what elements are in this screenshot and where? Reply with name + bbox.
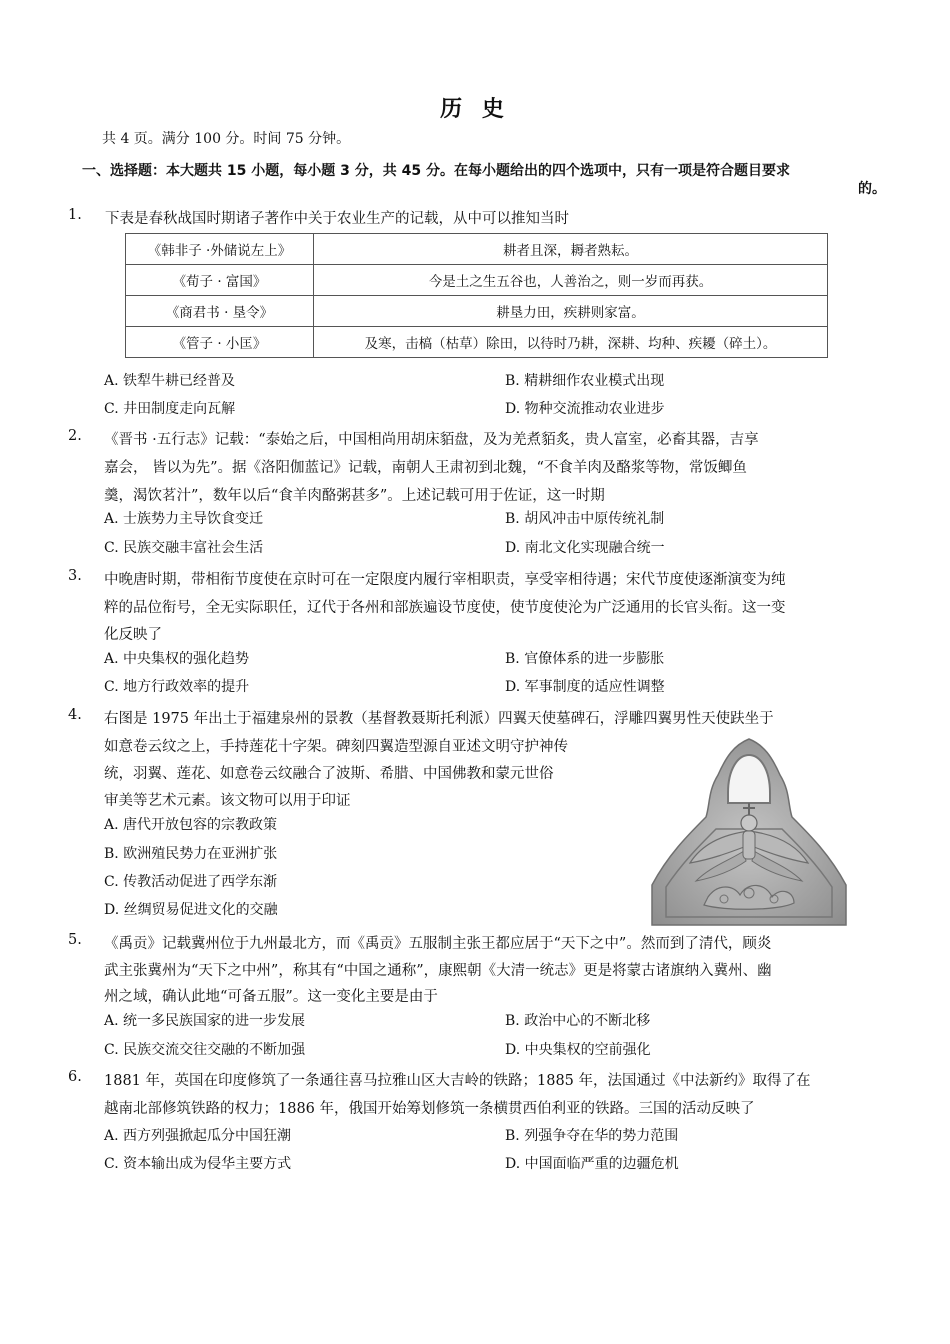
q5-option-d[interactable]: D. 中央集权的空前强化 [505,1042,651,1058]
table-cell-text: 今是土之生五谷也，人善治之，则一岁而再获。 [314,265,828,296]
q5-option-b[interactable]: B. 政治中心的不断北移 [505,1013,651,1029]
exam-info: 共 4 页。满分 100 分。时间 75 分钟。 [102,131,351,147]
q2-stem-line: 嘉会， 皆以为先”。据《洛阳伽蓝记》记载，南朝人王肃初到北魏，“不食羊肉及酪浆等物，常饭鲫鱼 [104,460,747,476]
q4-stem-line: 如意卷云纹之上，手持莲花十字架。碑刻四翼造型源自亚述文明守护神传 [104,739,568,755]
q6-option-b[interactable]: B. 列强争夺在华的势力范围 [505,1128,679,1144]
q2-option-c[interactable]: C. 民族交融丰富社会生活 [104,540,264,556]
table-cell-book: 《商君书 · 垦令》 [126,296,314,327]
q1-source-table [125,233,828,358]
q1-stem: 下表是春秋战国时期诸子著作中关于农业生产的记载，从中可以推知当时 [105,211,569,227]
table-row [126,296,828,327]
q1-option-b[interactable]: B. 精耕细作农业模式出现 [505,373,665,389]
q2-option-a[interactable]: A. 士族势力主导饮食变迁 [104,511,264,527]
q3-stem-line: 化反映了 [104,627,162,643]
q2-stem-line: 《晋书 ·五行志》记载：“泰始之后，中国相尚用胡床貊盘，及为羌煮貊炙，贵人富室，必畜其器，吉享 [104,432,759,448]
q2-option-d[interactable]: D. 南北文化实现融合统一 [505,540,665,556]
q5-option-c[interactable]: C. 民族交流交往交融的不断加强 [104,1042,306,1058]
section-heading-end: 的。 [858,181,886,197]
q4-option-a[interactable]: A. 唐代开放包容的宗教政策 [104,817,278,833]
q6-stem-line: 1881 年，英国在印度修筑了一条通往喜马拉雅山区大吉岭的铁路；1885 年，法国通过《中法新约》取得了在 [104,1073,811,1089]
q6-option-a[interactable]: A. 西方列强掀起瓜分中国狂潮 [104,1128,292,1144]
q5-number: 5. [68,932,82,948]
table-cell-book: 《管子 · 小匡》 [126,327,314,358]
q5-stem-line: 《禹贡》记载冀州位于九州最北方，而《禹贡》五服制主张王都应居于“天下之中”。然而到了清代，顾炎 [104,936,772,952]
q3-number: 3. [68,568,82,584]
q2-stem-line: 羹，渴饮茗汁”，数年以后“食羊肉酪粥甚多”。上述记载可用于佐证，这一时期 [104,488,605,504]
q5-stem-line: 武主张冀州为“天下之中州”，称其有“中国之通称”，康熙朝《大清一统志》更是将蒙古诸旗纳入冀州、幽 [104,963,772,979]
q2-option-b[interactable]: B. 胡风冲击中原传统礼制 [505,511,665,527]
angel-tombstone-image [648,735,850,927]
q4-stem-line: 统，羽翼、莲花、如意卷云纹融合了波斯、希腊、中国佛教和蒙元世俗 [104,766,554,782]
q4-number: 4. [68,707,82,723]
table-cell-text: 耕垦力田，疾耕则家富。 [314,296,828,327]
q4-stem-line: 右图是 1975 年出土于福建泉州的景教（基督教聂斯托利派）四翼天使墓碑石，浮雕四翼男性天使趺坐于 [104,711,774,727]
table-cell-book: 《荀子 · 富国》 [126,265,314,296]
table-cell-book: 《韩非子 ·外储说左上》 [126,234,314,265]
q3-option-c[interactable]: C. 地方行政效率的提升 [104,679,250,695]
table-cell-text: 及寒，击槁（枯草）除田，以待时乃耕，深耕、均种、疾耰（碎土）。 [314,327,828,358]
table-row [126,327,828,358]
q5-option-a[interactable]: A. 统一多民族国家的进一步发展 [104,1013,306,1029]
section-heading: 一、选择题：本大题共 15 小题，每小题 3 分，共 45 分。在每小题给出的四个选项中，只有一项是符合题目要求 [82,163,790,179]
q3-option-a[interactable]: A. 中央集权的强化趋势 [104,651,250,667]
q3-option-b[interactable]: B. 官僚体系的进一步膨胀 [505,651,665,667]
q3-stem-line: 粹的品位衔号，全无实际职任，辽代于各州和部族遍设节度使，使节度使沦为广泛通用的长官头衔。这一变 [104,600,786,616]
q4-option-b[interactable]: B. 欧洲殖民势力在亚洲扩张 [104,846,278,862]
q1-number: 1. [68,207,82,223]
q6-stem-line: 越南北部修筑铁路的权力；1886 年，俄国开始筹划修筑一条横贯西伯利亚的铁路。三国的活动反映了 [104,1101,755,1117]
q1-option-c[interactable]: C. 井田制度走向瓦解 [104,401,236,417]
q6-option-c[interactable]: C. 资本输出成为侵华主要方式 [104,1156,292,1172]
q5-stem-line: 州之域，确认此地“可备五服”。这一变化主要是由于 [104,989,438,1005]
q4-option-d[interactable]: D. 丝绸贸易促进文化的交融 [104,902,278,918]
table-cell-text: 耕者且深，耨者熟耘。 [314,234,828,265]
q3-stem-line: 中晚唐时期，带相衔节度使在京时可在一定限度内履行宰相职责，享受宰相待遇；宋代节度使逐渐演变为纯 [104,572,786,588]
q2-number: 2. [68,428,82,444]
q1-option-d[interactable]: D. 物种交流推动农业进步 [505,401,665,417]
table-row [126,265,828,296]
table-row [126,234,828,265]
page-title: 历 史 [440,96,510,122]
q3-option-d[interactable]: D. 军事制度的适应性调整 [505,679,665,695]
q6-option-d[interactable]: D. 中国面临严重的边疆危机 [505,1156,679,1172]
q6-number: 6. [68,1069,82,1085]
q1-option-a[interactable]: A. 铁犁牛耕已经普及 [104,373,236,389]
q4-option-c[interactable]: C. 传教活动促进了西学东渐 [104,874,278,890]
q4-stem-line: 审美等艺术元素。该文物可以用于印证 [104,793,351,809]
